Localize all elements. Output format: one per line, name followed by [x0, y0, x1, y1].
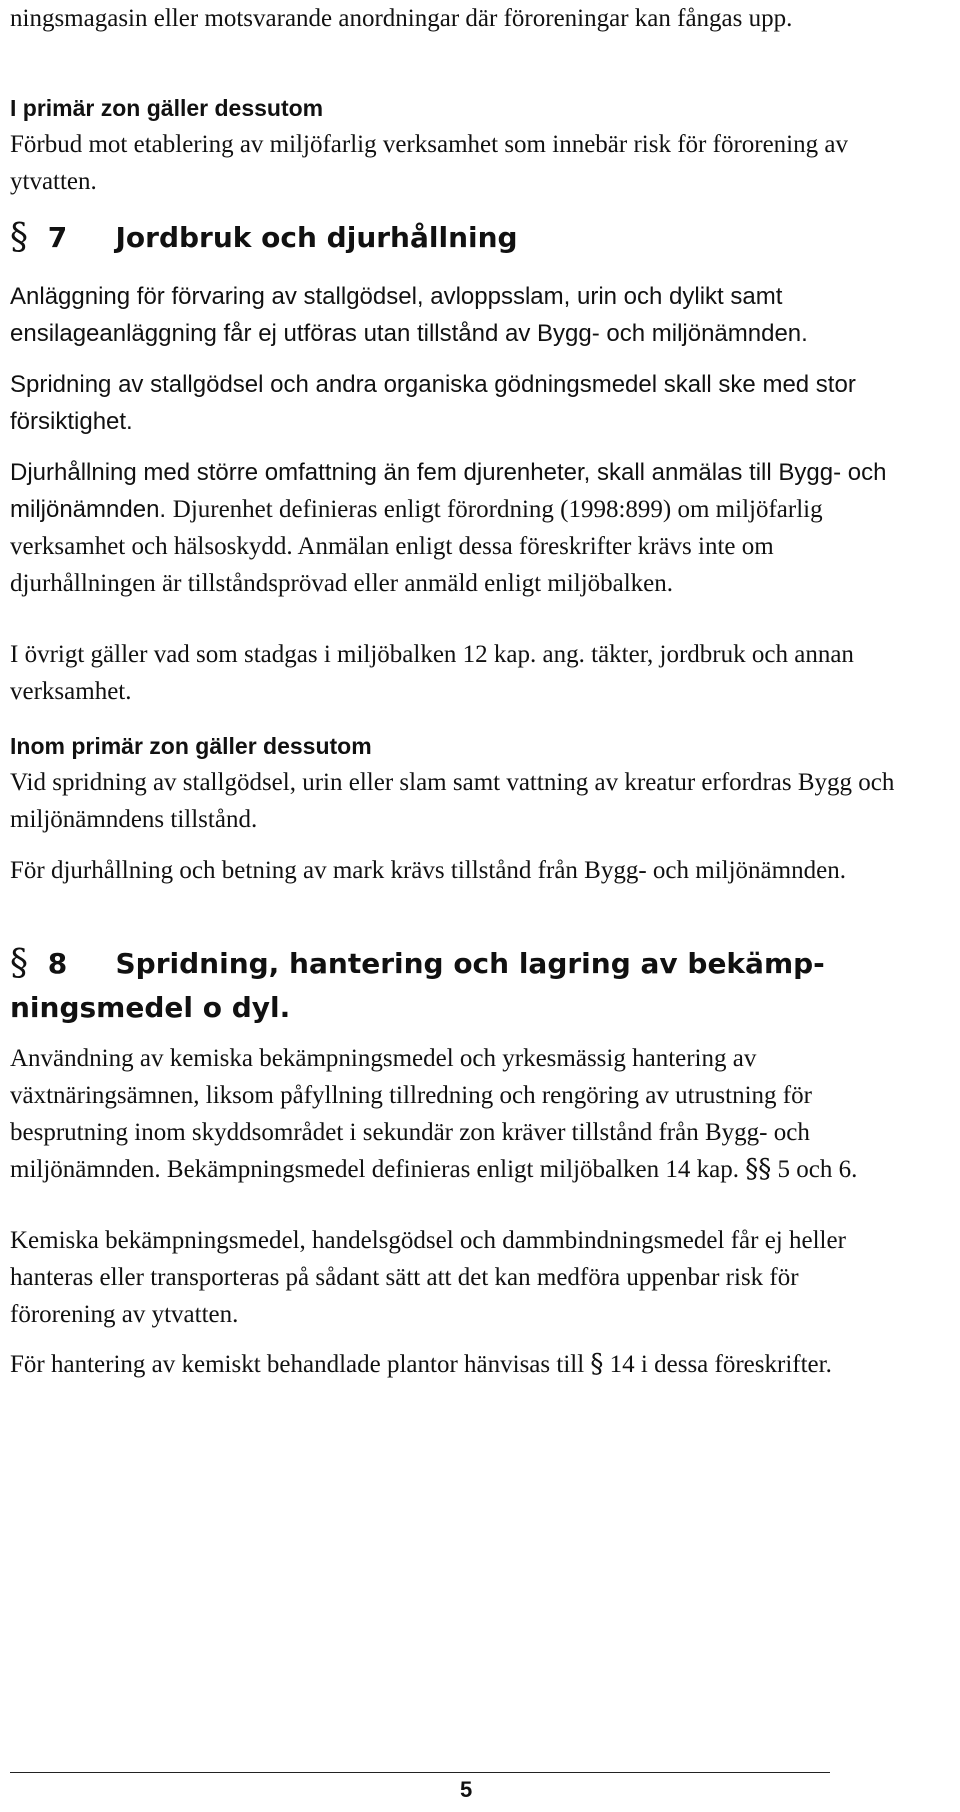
paragraph: Förbud mot etablering av miljöfarlig verksamhet som innebär risk för förorening av ytvatten. [10, 131, 848, 195]
section-title: Jordbruk och djurhållning [115, 221, 518, 254]
paragraph: Kemiska bekämpningsmedel, handelsgödsel och dammbindningsmedel får ej heller hanteras eller transporteras på sådant sätt att det kan medföra uppenbar risk för förorening av ytvatten. [10, 1227, 846, 1328]
paragraph: För djurhållning och betning av mark krävs tillstånd från Bygg- och miljönämnden. [10, 857, 846, 884]
paragraph: Spridning av stallgödsel och andra organiska gödningsmedel skall ske med stor försiktighet. [10, 371, 856, 435]
paragraph-text: 5 och 6. [777, 1156, 858, 1183]
section-title-line-1: Spridning, hantering och lagring av bekämp- [115, 947, 825, 980]
paragraph-text: Användning av kemiska bekämpningsmedel och yrkesmässig hantering av växtnäringsämnen, liksom påfyllning tillredning och rengöring av utrustning för besprutning inom skyddsområdet i sekundär zon kräver tillstånd från Bygg- och miljönämnden. Bekämpningsmedel definieras enligt miljöbalken 14 kap. [10, 1045, 812, 1183]
paragraph [10, 1040, 910, 1188]
section-symbol: § [10, 217, 28, 258]
subheading: I primär zon gäller dessutom [10, 95, 324, 121]
paragraph [10, 1346, 910, 1383]
page-number: 5 [460, 1777, 473, 1802]
sentence: Djurenhet definieras enligt förordning (1998:899) om miljöfarlig verksamhet och hälsoskydd. Anmälan enligt dessa föreskrifter krävs inte om djurhållningen är tillståndsprövad eller anmäld enligt miljöbalken. [10, 496, 823, 597]
section-number: 8 [47, 947, 68, 980]
section-symbol: §§ [745, 1154, 772, 1184]
sentence: Djurhållning med större omfattning än fem djurenheter, skall anmälas till Bygg- och miljönämnden. [10, 459, 887, 523]
paragraph: Vid spridning av stallgödsel, urin eller slam samt vattning av kreatur erfordras Bygg och miljönämndens tillstånd. [10, 769, 895, 833]
section-heading-7 [10, 218, 930, 258]
paragraph-text: För hantering av kemiskt behandlade plantor hänvisas till [10, 1351, 585, 1378]
section-heading-8 [10, 942, 930, 1030]
paragraph-text: 14 i dessa föreskrifter. [609, 1351, 832, 1378]
subheading: Inom primär zon gäller dessutom [10, 733, 372, 759]
paragraph [10, 454, 910, 602]
section-number: 7 [47, 221, 68, 254]
footer-rule [10, 1772, 830, 1773]
paragraph: Anläggning för förvaring av stallgödsel, avloppsslam, urin och dylikt samt ensilageanläggning får ej utföras utan tillstånd av Bygg- och miljönämnden. [10, 283, 808, 347]
section-title-line-2: ningsmedel o dyl. [10, 991, 291, 1024]
section-symbol: § [590, 1349, 604, 1379]
paragraph: I övrigt gäller vad som stadgas i miljöbalken 12 kap. ang. täkter, jordbruk och annan verksamhet. [10, 641, 854, 705]
paragraph: ningsmagasin eller motsvarande anordningar där föroreningar kan fångas upp. [10, 5, 793, 32]
section-symbol: § [10, 943, 28, 984]
